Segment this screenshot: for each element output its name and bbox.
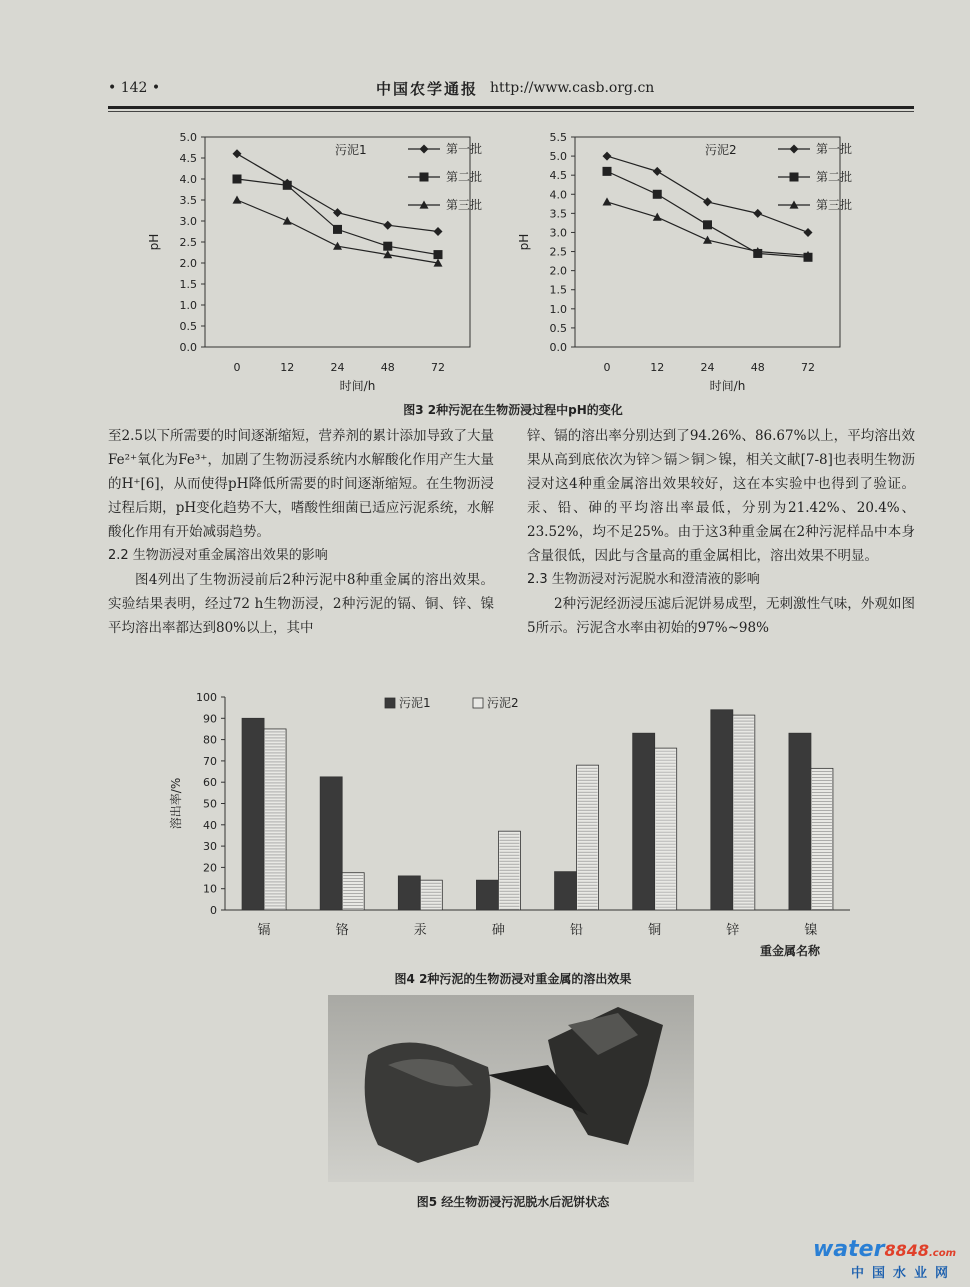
sludge1-data-point <box>333 225 342 234</box>
bar-sludge1 <box>398 876 420 910</box>
sludge2-ytick-label: 1.0 <box>549 302 567 316</box>
sludge2-data-point <box>603 167 612 176</box>
sludge2-ytick-label: 5.0 <box>549 150 567 164</box>
journal-url[interactable]: http://www.casb.org.cn <box>490 80 655 96</box>
sludge2-ytick-label: 2.0 <box>549 264 567 278</box>
fig3-caption: 图3 2种污泥在生物沥浸过程中pH的变化 <box>403 403 623 417</box>
bar-ytick-label: 20 <box>203 861 217 875</box>
bar-sludge1 <box>320 777 342 910</box>
sludge1-data-point <box>233 149 242 158</box>
sludge2-legend-marker <box>790 145 799 154</box>
sludge1-ytick-label: 3.5 <box>179 194 197 207</box>
bar-ytick-label: 40 <box>203 818 217 832</box>
sludge1-data-point <box>233 175 242 184</box>
bar-category-label: 铬 <box>335 923 349 938</box>
bar-ytick-label: 0 <box>210 904 217 917</box>
sludge1-data-point <box>434 227 443 236</box>
sludge2-data-point <box>703 220 712 229</box>
sludge1-legend-label: 第三批 <box>446 198 483 212</box>
sludge1-legend-label: 第二批 <box>446 170 483 184</box>
sludge2-xtick-label: 12 <box>650 361 665 374</box>
page-header <box>108 78 918 102</box>
sludge1-ytick-label: 1.0 <box>179 299 197 312</box>
sludge1-data-point <box>233 196 242 204</box>
sludge1-ytick-label: 2.0 <box>179 257 197 270</box>
fig4-bar-chart <box>160 685 860 960</box>
sludge2-data-point <box>653 167 662 176</box>
bar-sludge1 <box>476 880 498 910</box>
left-paragraph-1: 至2.5以下所需要的时间逐渐缩短，营养剂的累计添加导致了大量Fe²⁺氧化为Fe³⁺，加剧了生物沥浸系统内水解酸化作用产生大量的H⁺[6]，从而使得pH降低所需要的时间逐渐缩短。在生物沥浸过程后期，pH变化趋势不大，嗜酸性细菌已适应污泥系统，水解酸化作用有开始减弱趋势。 <box>108 428 494 540</box>
sludge2-data-point <box>603 197 612 205</box>
sludge2-data-point <box>804 228 813 237</box>
sludge1-ytick-label: 1.5 <box>179 278 197 291</box>
sludge1-ytick-label: 4.5 <box>179 152 197 165</box>
sludge1-legend-marker <box>420 145 429 154</box>
sludge1-ytick-label: 4.0 <box>179 173 197 186</box>
bar-legend-label: 污泥2 <box>487 696 519 710</box>
sludge2-series-line <box>607 171 808 257</box>
sludge1-data-point <box>333 208 342 217</box>
bar-sludge2 <box>342 873 364 910</box>
bar-ytick-label: 80 <box>203 733 217 747</box>
sludge1-data-point <box>283 217 292 225</box>
sludge2-data-point <box>753 209 762 218</box>
left-paragraph-2: 图4列出了生物沥浸前后2种污泥中8种重金属的溶出效果。实验结果表明，经过72 h生物沥浸，2种污泥的镉、铜、锌、镍平均溶出率都达到80%以上，其中 <box>108 572 494 636</box>
sludge2-chart-title: 污泥2 <box>705 143 737 157</box>
sludge-cake-image <box>328 995 694 1182</box>
sludge1-data-point <box>383 221 392 230</box>
bar-legend-swatch <box>473 698 483 708</box>
bar-sludge2 <box>733 715 755 910</box>
watermark-subtitle: 中国水业网 <box>850 1266 956 1281</box>
sludge1-xtick-label: 0 <box>233 361 241 374</box>
fig4-caption: 图4 2种污泥的生物沥浸对重金属的溶出效果 <box>394 972 632 986</box>
sludge1-legend-marker <box>420 173 429 182</box>
bar-category-label: 砷 <box>491 923 505 938</box>
sludge1-data-point <box>283 181 292 190</box>
sludge2-yaxis-label: pH <box>517 233 531 251</box>
bar-category-label: 铅 <box>570 923 584 938</box>
bar-ytick-label: 70 <box>203 754 217 768</box>
bar-legend-swatch <box>385 698 395 708</box>
bar-yaxis-label: 溶出率/% <box>169 777 183 830</box>
bar-ytick-label: 60 <box>203 776 217 790</box>
sludge2-legend-marker <box>790 173 799 182</box>
sludge1-ytick-label: 0.0 <box>179 341 197 354</box>
right-column <box>527 424 915 640</box>
sludge2-data-point <box>653 190 662 199</box>
sludge1-series-line <box>237 154 438 232</box>
sludge2-ytick-label: 4.0 <box>549 188 567 202</box>
sludge1-ytick-label: 2.5 <box>179 236 197 249</box>
section-2-2-heading: 2.2 生物沥浸对重金属溶出效果的影响 <box>108 548 328 563</box>
bar-ytick-label: 10 <box>203 882 217 896</box>
sludge2-ytick-label: 3.0 <box>549 226 567 240</box>
bar-ytick-label: 50 <box>203 797 217 811</box>
bar-category-label: 汞 <box>413 923 427 938</box>
sludge2-data-point <box>703 197 712 206</box>
sludge2-xtick-label: 24 <box>700 361 715 374</box>
sludge1-data-point <box>383 242 392 251</box>
sludge2-ytick-label: 1.5 <box>549 283 567 297</box>
sludge1-data-point <box>333 242 342 250</box>
journal-title: 中国农学通报 <box>376 80 479 98</box>
bar-category-label: 锌 <box>726 923 740 938</box>
sludge2-legend-label: 第二批 <box>816 170 853 184</box>
watermark-logo <box>813 1237 956 1262</box>
sludge2-xtick-label: 72 <box>801 361 815 374</box>
page-number: • 142 • <box>108 80 161 96</box>
sludge1-xtick-label: 12 <box>280 361 295 374</box>
header-rule-thin <box>108 111 914 112</box>
bar-category-label: 镍 <box>804 923 818 938</box>
sludge1-legend-label: 第一批 <box>446 142 483 156</box>
bar-sludge1 <box>242 718 264 910</box>
bar-ytick-label: 90 <box>203 712 217 726</box>
sludge1-xaxis-label: 时间/h <box>339 379 376 393</box>
sludge1-xtick-label: 24 <box>330 361 345 374</box>
watermark-tld: .com <box>928 1248 956 1259</box>
sludge2-legend-label: 第一批 <box>816 142 853 156</box>
header-rule-thick <box>108 106 914 109</box>
sludge2-ytick-label: 3.5 <box>549 207 567 221</box>
sludge2-xtick-label: 48 <box>750 361 765 374</box>
sludge1-xtick-label: 72 <box>431 361 445 374</box>
sludge2-ytick-label: 2.5 <box>549 245 567 259</box>
sludge2-ytick-label: 4.5 <box>549 169 567 183</box>
sludge2-ytick-label: 0.0 <box>549 341 567 354</box>
fig3-chart-sludge2 <box>510 122 910 397</box>
right-paragraph-1: 锌、镉的溶出率分别达到了94.26%、86.67%以上，平均溶出效果从高到底依次为锌＞镉＞铜＞镍，相关文献[7-8]也表明生物沥浸对这4种重金属溶出效果较好，这在本实验中也得到了验证。汞、铅、砷的平均溶出率最低，分别为21.42%、20.4%、23.52%，均不足25%。由于这3种重金属在2种污泥样品中本身含量很低，因此与含量高的重金属相比，溶出效果不明显。 <box>527 428 915 564</box>
sludge2-legend-label: 第三批 <box>816 198 853 212</box>
fig3-chart-sludge1 <box>140 122 520 397</box>
sludge1-ytick-label: 0.5 <box>179 320 197 333</box>
left-column <box>108 424 494 640</box>
site-watermark <box>813 1237 956 1281</box>
sludge2-xtick-label: 0 <box>603 361 611 374</box>
sludge1-data-point <box>434 250 443 259</box>
sludge1-xtick-label: 48 <box>380 361 395 374</box>
sludge2-ytick-label: 0.5 <box>549 321 567 335</box>
bar-xaxis-label: 重金属名称 <box>759 944 821 958</box>
bar-sludge1 <box>633 733 655 910</box>
bar-ytick-label: 100 <box>196 691 217 704</box>
sludge2-data-point <box>703 236 712 244</box>
bar-sludge1 <box>555 872 577 910</box>
bar-ytick-label: 30 <box>203 840 217 854</box>
watermark-number: 8848 <box>884 1241 929 1260</box>
section-2-3-heading: 2.3 生物沥浸对污泥脱水和澄清液的影响 <box>527 572 760 587</box>
sludge1-ytick-label: 3.0 <box>179 215 197 228</box>
sludge1-chart-title: 污泥1 <box>335 143 367 157</box>
bar-category-label: 镉 <box>257 923 271 938</box>
bar-sludge1 <box>711 710 733 910</box>
sludge2-xaxis-label: 时间/h <box>709 379 746 393</box>
bar-legend-label: 污泥1 <box>399 696 431 710</box>
watermark-word: water <box>812 1237 885 1262</box>
bar-sludge1 <box>789 733 811 910</box>
sludge1-ytick-label: 5.0 <box>179 131 197 144</box>
bar-category-label: 铜 <box>648 923 662 938</box>
right-paragraph-2: 2种污泥经沥浸压滤后泥饼易成型，无刺激性气味，外观如图5所示。污泥含水率由初始的97%~98% <box>527 596 915 636</box>
sludge1-yaxis-label: pH <box>147 233 161 251</box>
sludge2-data-point <box>603 152 612 161</box>
fig5-photo <box>328 995 694 1182</box>
sludge2-ytick-label: 5.5 <box>549 131 567 144</box>
fig5-caption: 图5 经生物沥浸污泥脱水后泥饼状态 <box>416 1195 610 1209</box>
